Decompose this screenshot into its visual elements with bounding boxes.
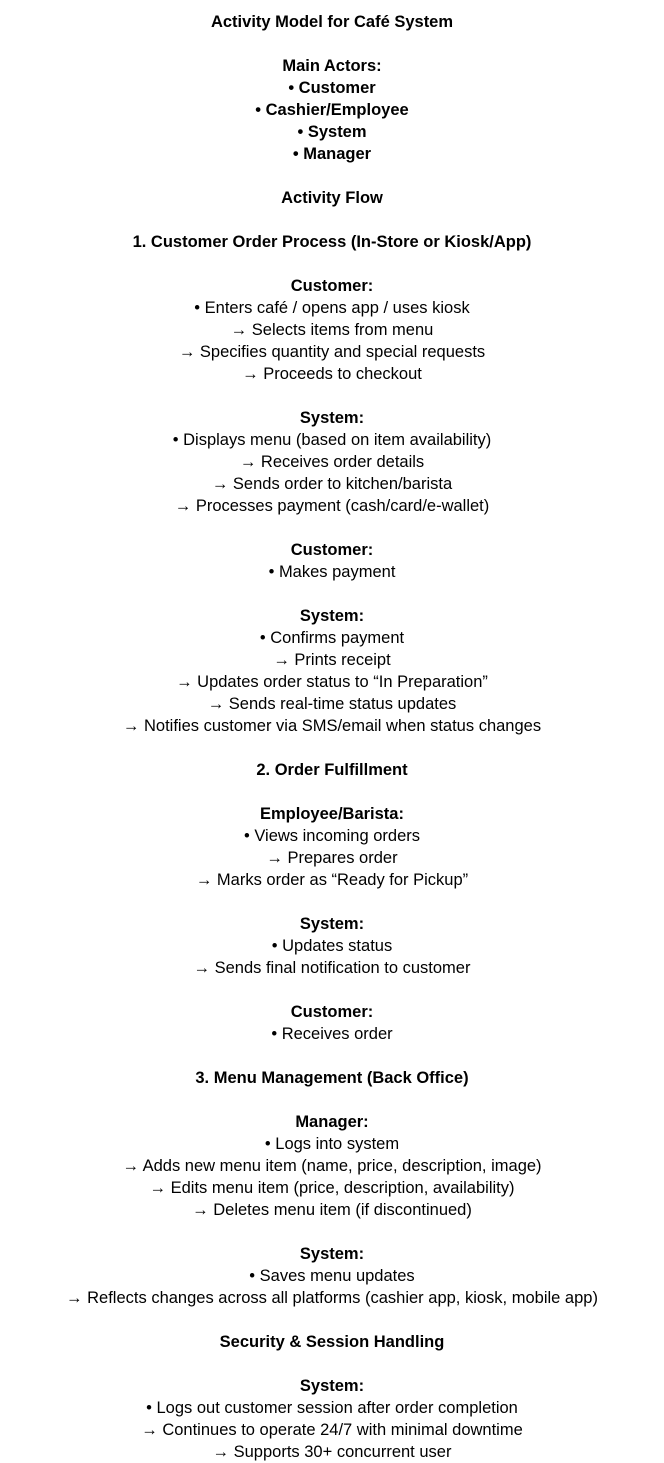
block-actor: System: xyxy=(299,1377,365,1395)
spacer xyxy=(0,1353,664,1375)
step-line: • Updates status xyxy=(271,937,393,955)
spacer xyxy=(0,165,664,187)
document xyxy=(0,11,664,1463)
step-line: → Prints receipt xyxy=(273,651,391,669)
step-line: → Notifies customer via SMS/email when status changes xyxy=(122,717,542,735)
block-actor: System: xyxy=(299,607,365,625)
spacer xyxy=(0,517,664,539)
step-line: • Makes payment xyxy=(268,563,396,581)
spacer xyxy=(0,781,664,803)
document-title: Activity Model for Café System xyxy=(210,13,454,31)
step-line: → Specifies quantity and special requests xyxy=(178,343,486,361)
section-heading: Security & Session Handling xyxy=(219,1333,445,1351)
actor-item: • Manager xyxy=(292,145,372,163)
step-line: → Supports 30+ concurrent user xyxy=(212,1443,452,1461)
spacer xyxy=(0,33,664,55)
actor-item: • Customer xyxy=(288,79,376,97)
spacer xyxy=(0,583,664,605)
block-actor: Customer: xyxy=(290,541,374,559)
section-heading: 1. Customer Order Process (In-Store or Kiosk/App) xyxy=(132,233,532,251)
spacer xyxy=(0,891,664,913)
step-line: → Continues to operate 24/7 with minimal downtime xyxy=(141,1421,523,1439)
spacer xyxy=(0,737,664,759)
flow-heading: Activity Flow xyxy=(281,189,383,207)
actor-item: • System xyxy=(297,123,367,141)
step-line: → Reflects changes across all platforms (cashier app, kiosk, mobile app) xyxy=(66,1289,598,1307)
spacer xyxy=(0,1089,664,1111)
block-actor: Employee/Barista: xyxy=(260,805,404,823)
step-line: • Views incoming orders xyxy=(243,827,421,845)
block-actor: Customer: xyxy=(290,277,374,295)
spacer xyxy=(0,253,664,275)
step-line: → Adds new menu item (name, price, description, image) xyxy=(122,1157,542,1175)
section-heading: 2. Order Fulfillment xyxy=(256,761,408,779)
spacer xyxy=(0,209,664,231)
step-line: → Prepares order xyxy=(266,849,398,867)
spacer xyxy=(0,1309,664,1331)
actor-item: • Cashier/Employee xyxy=(255,101,409,119)
section-heading: 3. Menu Management (Back Office) xyxy=(195,1069,469,1087)
block-actor: System: xyxy=(299,409,365,427)
step-line: → Marks order as “Ready for Pickup” xyxy=(195,871,469,889)
step-line: → Receives order details xyxy=(239,453,425,471)
block-actor: Manager: xyxy=(295,1113,369,1131)
step-line: → Edits menu item (price, description, availability) xyxy=(149,1179,515,1197)
step-line: → Selects items from menu xyxy=(230,321,434,339)
spacer xyxy=(0,1221,664,1243)
step-line: • Receives order xyxy=(271,1025,393,1043)
step-line: • Logs into system xyxy=(264,1135,400,1153)
block-actor: Customer: xyxy=(290,1003,374,1021)
step-line: → Sends order to kitchen/barista xyxy=(211,475,453,493)
step-line: → Sends real-time status updates xyxy=(207,695,457,713)
step-line: • Enters café / opens app / uses kiosk xyxy=(194,299,470,317)
block-actor: System: xyxy=(299,1245,365,1263)
step-line: → Processes payment (cash/card/e-wallet) xyxy=(174,497,490,515)
step-line: → Updates order status to “In Preparation” xyxy=(176,673,488,691)
spacer xyxy=(0,385,664,407)
step-line: → Sends final notification to customer xyxy=(193,959,471,977)
step-line: • Confirms payment xyxy=(259,629,405,647)
spacer xyxy=(0,1045,664,1067)
step-line: • Logs out customer session after order completion xyxy=(146,1399,518,1417)
spacer xyxy=(0,979,664,1001)
block-actor: System: xyxy=(299,915,365,933)
actors-heading: Main Actors: xyxy=(282,57,382,75)
step-line: → Proceeds to checkout xyxy=(242,365,422,383)
step-line: • Displays menu (based on item availability) xyxy=(172,431,492,449)
step-line: • Saves menu updates xyxy=(249,1267,415,1285)
step-line: → Deletes menu item (if discontinued) xyxy=(192,1201,472,1219)
